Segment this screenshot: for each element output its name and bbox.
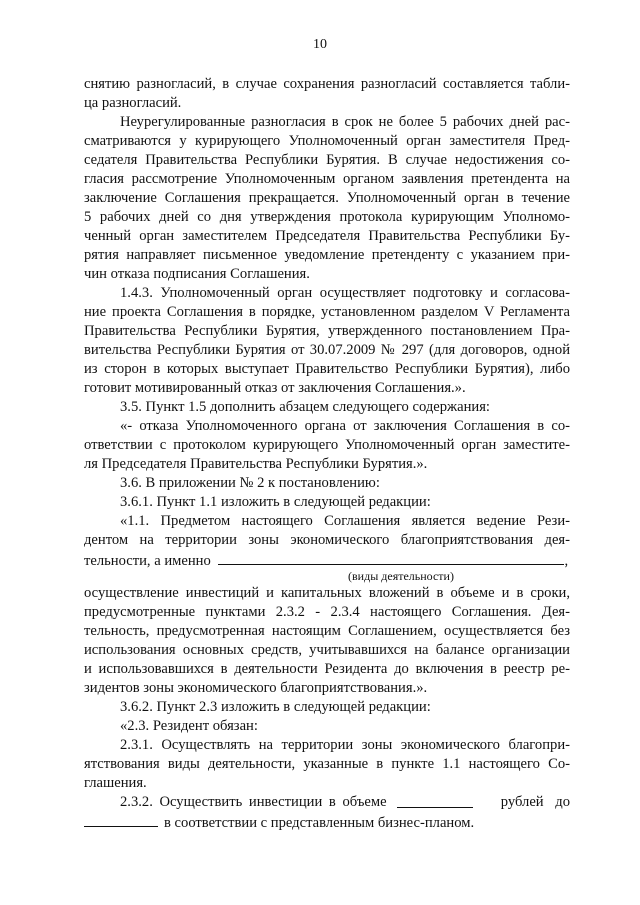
text-line: чин отказа подписания Соглашения.	[84, 266, 310, 282]
text-line: 3.6. В приложении № 2 к постановлению:	[120, 475, 380, 491]
text-line: ченный орган заместителем Председателя Правительства Республики Бу-	[84, 228, 570, 244]
investment-unit: рублей до	[500, 794, 570, 810]
page-number: 10	[313, 37, 327, 52]
text-line: 3.6.2. Пункт 2.3 изложить в следующей редакции:	[120, 699, 431, 715]
text-line: снятию разногласий, в случае сохранения разногласий составляется табли-	[84, 76, 570, 92]
text-line: заключение Соглашения прекращается. Уполномоченный орган в течение	[84, 190, 570, 206]
text-block-1	[84, 75, 570, 550]
text-line: глашения.	[84, 775, 147, 791]
text-line: 5 рабочих дней со дня утверждения протокола курирующим Уполномо-	[84, 209, 570, 225]
text-line: седателя Правительства Республики Бурятия. В случае недостижения со-	[84, 152, 570, 168]
deadline-text: в соответствии с представленным бизнес-планом.	[164, 815, 475, 831]
text-line: Правительства Республики Бурятия, утвержденного постановлением Пра-	[84, 323, 570, 339]
text-line: осуществление инвестиций и капитальных вложений в объеме и в сроки,	[84, 585, 570, 601]
fill-in-blank-amount[interactable]	[397, 793, 473, 808]
investment-text: 2.3.2. Осуществить инвестиции в объеме	[120, 794, 387, 810]
text-block-2	[84, 584, 570, 793]
text-line: ца разногласий.	[84, 95, 182, 111]
text-line: ятствования виды деятельности, указанные в пункте 1.1 настоящего Со-	[84, 756, 570, 772]
text-line: ответствии с протоколом курирующего Уполномоченный орган заместите-	[84, 437, 570, 453]
text-line: и использовавшихся в деятельности Резидента до включения в реестр ре-	[84, 661, 570, 677]
text-line: «- отказа Уполномоченного органа от заключения Соглашения в со-	[120, 418, 570, 434]
text-line: ние проекта Соглашения в порядке, установленном разделом V Регламента	[84, 304, 570, 320]
fill-in-blank-deadline[interactable]	[84, 812, 158, 827]
text-line: тельность, предусмотренная настоящим Соглашением, осуществляется без	[84, 623, 570, 639]
text-line: 2.3.1. Осуществлять на территории зоны экономического благопри-	[120, 737, 570, 753]
text-line: вительства Республики Бурятия от 30.07.2009 № 297 (для договоров, одной	[84, 342, 570, 358]
text-line: 1.4.3. Уполномоченный орган осуществляет подготовку и согласова-	[120, 285, 570, 301]
text-line: 3.6.1. Пункт 1.1 изложить в следующей редакции:	[120, 494, 431, 510]
text-line: рятия направляет письменное уведомление претенденту с указанием при-	[84, 247, 570, 263]
text-line: зидентов зоны экономического благоприятствования.».	[84, 680, 428, 696]
document-body	[84, 75, 570, 831]
text-line: предусмотренные пунктами 2.3.2 - 2.3.4 настоящего Соглашения. Дея-	[84, 604, 570, 620]
fill-in-blank-activities[interactable]	[218, 550, 564, 565]
text-line: ля Председателя Правительства Республики Бурятия.».	[84, 456, 428, 472]
text-line-investment	[84, 793, 570, 812]
text-line: гласия рассмотрение Уполномоченным органом заявления претендента на	[84, 171, 570, 187]
text-line: из сторон в которых выступает Правительство Республики Бурятия), либо	[84, 361, 570, 377]
text-line: дентом на территории зоны экономического благоприятствования дея-	[84, 532, 570, 548]
text-line: «2.3. Резидент обязан:	[120, 718, 258, 734]
blank-line-lead: тельности, а именно	[84, 553, 211, 569]
blank-line-trail: ,	[564, 553, 569, 569]
text-line: сматриваются у курирующего Уполномоченный орган заместителя Пред-	[84, 133, 570, 149]
text-line: готовит мотивированный отказ от заключения Соглашения.».	[84, 380, 466, 396]
text-line-with-blank	[84, 550, 570, 569]
text-line: Неурегулированные разногласия в срок не более 5 рабочих дней рас-	[120, 114, 570, 130]
text-line: 3.5. Пункт 1.5 дополнить абзацем следующего содержания:	[120, 399, 490, 415]
text-line: использования основных средств, учитывавшихся на балансе организации	[84, 642, 570, 658]
blank-caption: (виды деятельности)	[348, 569, 454, 583]
text-line-deadline	[84, 812, 570, 831]
text-line: «1.1. Предметом настоящего Соглашения является ведение Рези-	[120, 513, 570, 529]
